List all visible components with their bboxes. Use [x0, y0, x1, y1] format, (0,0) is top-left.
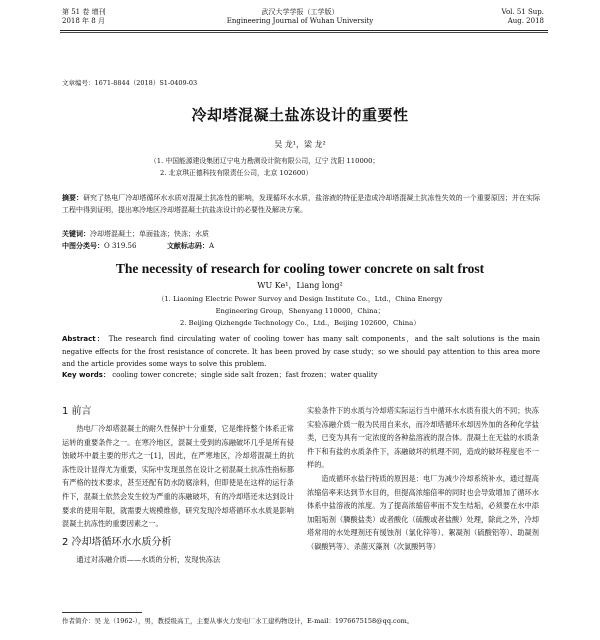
issue-date-en: Aug. 2018	[507, 17, 544, 25]
header-rule	[60, 30, 548, 31]
running-header-right	[502, 8, 544, 26]
classification-line	[62, 241, 214, 251]
right-paragraph-1: 实验条件下的水质与冷却塔实际运行当中循环水水质有很大的不同；快冻实验冻融介质一般为民用自来水，而冷却塔循环水却因外加的各种化学盐类，已变为具有一定浓度的各种盐溶液的混合体。混凝土在无盐的水质条件下和有盐的水质条件下，冻融破坏的机理不同，造成的破坏程度也不一样的。	[307, 406, 539, 470]
section-1-paragraph: 热电厂冷却塔混凝土的耐久性保护十分重要，它是维持整个体系正常运转的重要条件之一。在寒冷地区，混凝土受到的冻融破坏几乎是所有侵蚀破坏中最主要的形式之一[1]，因此，在严寒地区，冷却塔混凝土的抗冻性设计显得尤为重要，实际中发现虽然在设计之初混凝土抗冻性指标都有严格的技术要求，甚至还配有防水防腐涂料，但即使是在这样的运行条件下，混凝土依然会发生较为严重的冻融破坏，有的冷却塔还未达到设计要求的使用年限，就需要大规模维修，研究发现冷却塔循环水水质是影响混凝土抗冻性的重要因素之一。	[62, 424, 294, 529]
document-code-value: A	[208, 242, 214, 250]
keywords-english	[62, 370, 378, 380]
footnote-rule	[62, 612, 142, 613]
journal-name-cn: 武汉大学学报（工学版）	[261, 8, 339, 16]
section-1-heading: 1 前言	[62, 406, 92, 417]
classification-label: 中图分类号：	[62, 242, 104, 250]
document-code-label: 文献标志码：	[166, 242, 209, 250]
keywords-text-cn: 冷却塔混凝土；单面盐冻；快冻；水质	[90, 230, 209, 238]
title-chinese: 冷却塔混凝土盐冻设计的重要性	[191, 106, 409, 124]
keywords-label-en: Key words：	[62, 371, 110, 379]
affiliation-1-en-cont: Engineering Group，Shenyang 110000，China；	[215, 307, 385, 315]
authors-english: WU Ke¹，Liang long²	[257, 281, 343, 290]
authors-chinese: 吴 龙¹，梁 龙²	[274, 140, 326, 149]
affiliations-english	[0, 293, 600, 329]
affiliation-2-en: 2. Beijing Qizhengde Technology Co.，Ltd.，Beijing 102600，China）	[179, 319, 421, 327]
affiliation-1-cn: （1. 中国能源建设集团辽宁电力勘测设计院有限公司，辽宁 沈阳 110000；	[150, 157, 380, 165]
affiliations-chinese	[150, 155, 379, 179]
abstract-text-en: The research find circulating water of cooling tower has many salt components，and the salt solutions is the main negative effects for the frost resistance of concrete. It has been proved by case study；so we should pay attention to this area more and the article provides some ways to solve this problem.	[62, 335, 540, 368]
affiliation-2-cn: 2. 北京琪正德科技有限责任公司，北京 102600）	[160, 169, 313, 177]
classification-value: O 319.56	[104, 242, 137, 250]
header-rule-thin	[60, 32, 548, 33]
author-footnote: 作者简介：吴 龙（1962-），男，教授级高工，主要从事火力发电厂水工建构物设计，E-mail：1976675158@qq.com。	[62, 617, 414, 625]
volume-info-en: Vol. 51 Sup.	[501, 8, 544, 16]
abstract-text-cn: 研究了热电厂冷却塔循环水水质对混凝土抗冻性的影响，发现循环水水质，盐溶液的特征是造成冷却塔混凝土抗冻性失效的一个重要原因；并在实际工程中得到证明，提出寒冷地区冷却塔混凝土抗盐冻设计的必要性及解决方案。	[62, 194, 541, 214]
abstract-chinese	[62, 192, 540, 216]
body-column-left	[62, 404, 294, 566]
issue-date-cn: 2018 年 8 月	[62, 17, 105, 25]
body-column-right	[307, 404, 539, 554]
keywords-label-cn: 关键词：	[62, 230, 90, 238]
section-2-heading: 2 冷却塔循环水水质分析	[62, 536, 172, 548]
keywords-text-en: cooling tower concrete；single side salt frozen；fast frozen；water quality	[112, 371, 378, 379]
right-paragraph-2: 造成循环水盐行特质的原因是：电厂为减少冷却系统补水，通过提高浓缩倍率来达到节水目的，但提高浓缩倍率的同时也会导致增加了循环水体系中盐溶液的浓度。为了提高浓缩倍率而不发生结垢，必须要在水中添加阻垢剂（膦酸盐类）或者酸化（硫酸或者盐酸）处理，除此之外，冷却塔常用的水处理剂还有缓蚀剂（氯化锌等）、絮凝剂（硫酸铝等）、助凝剂（碳酸钙等）、杀菌灭藻剂（次氯酸钙等）	[307, 473, 539, 551]
volume-info: 第 51 卷 增刊	[62, 8, 106, 16]
title-english: The necessity of research for cooling tower concrete on salt frost	[115, 261, 485, 276]
abstract-label-cn: 摘要：	[62, 194, 84, 202]
affiliation-1-en: （1. Liaoning Electric Power Survey and Design Institute Co.，Ltd.，China Energy	[157, 295, 443, 303]
journal-name-en: Engineering Journal of Wuhan University	[226, 17, 374, 25]
article-number: 文章编号：1671-8844（2018）S1-0409-03	[62, 79, 198, 87]
keywords-chinese	[62, 229, 209, 239]
abstract-english	[62, 333, 540, 371]
abstract-label-en: Abstract：	[62, 335, 106, 343]
section-2-paragraph: 通过对冻融介质——水质的分析，发现快冻法	[76, 554, 221, 564]
